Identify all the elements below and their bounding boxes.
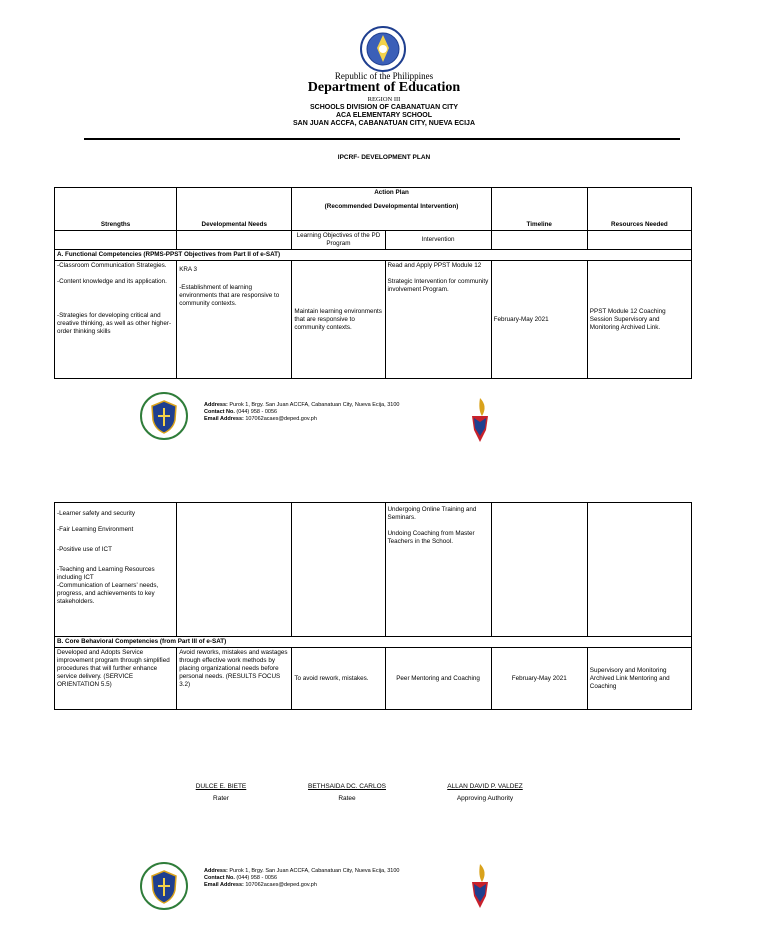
school-logo	[140, 862, 188, 910]
footer-contact-block	[204, 402, 399, 423]
deped-matatag-logo	[468, 862, 492, 910]
signatory-role: Approving Authority	[456, 795, 514, 802]
row1-resources: PPST Module 12 Coaching Session Supervisory and Monitoring Archived Link.	[587, 261, 691, 379]
email-value: 107062acaes@deped.gov.ph	[245, 416, 317, 422]
row1-objective: Maintain learning environments that are responsive to community contexts.	[292, 261, 385, 379]
strength-item: -Classroom Communication Strategies.	[57, 262, 167, 269]
strength-item: -Positive use of ICT	[57, 546, 112, 553]
header-division: SCHOOLS DIVISION OF CABANATUAN CITY	[309, 104, 459, 111]
strength-item: -Fair Learning Environment	[57, 526, 134, 533]
signatory-name: DULCE E. BIETE	[195, 783, 247, 790]
address-label: Address:	[204, 868, 228, 874]
deped-matatag-logo	[468, 396, 492, 444]
action-plan-subtitle: (Recommended Developmental Intervention)	[324, 203, 459, 210]
row1-cont-strengths	[55, 503, 177, 637]
strength-item: -Content knowledge and its application.	[57, 278, 167, 285]
intervention-item: Read and Apply PPST Module 12	[387, 262, 482, 269]
signatory-role: Ratee	[338, 795, 356, 802]
row2-resources: Supervisory and Monitoring Archived Link Mentoring and Coaching	[587, 648, 691, 710]
signature-rater	[176, 783, 266, 802]
section-a-heading: A. Functional Competencies (RPMS-PPST Objectives from Part II of e-SAT)	[55, 250, 692, 261]
row2-timeline: February-May 2021	[491, 648, 587, 710]
header-rule	[84, 138, 680, 140]
row2-strengths: Developed and Adopts Service improvement program through simplified procedures that will further enhance service delivery. (SERVICE ORIENTATION 5.5)	[55, 648, 177, 710]
contact-value: (044) 958 - 0056	[236, 875, 278, 881]
header-learning-objectives: Learning Objectives of the PD Program	[292, 231, 385, 250]
strength-item: -Strategies for developing critical and creative thinking, as well as other higher-order thinking skills	[57, 312, 172, 335]
row1-strengths	[55, 261, 177, 379]
row1-intervention	[385, 261, 491, 379]
school-logo	[140, 392, 188, 440]
intervention-item: Undergoing Online Training and Seminars.	[387, 506, 477, 521]
header-republic: Republic of the Philippines	[334, 71, 434, 81]
header-department: Department of Education	[307, 80, 461, 95]
section-b-heading: B. Core Behavioral Competencies (from Part III of e-SAT)	[55, 637, 692, 648]
strength-item: -Teaching and Learning Resources including ICT	[57, 566, 155, 581]
header-dev-needs: Developmental Needs	[177, 188, 292, 231]
header-intervention: Intervention	[385, 231, 491, 250]
email-label: Email Address:	[204, 416, 244, 422]
row2-objective: To avoid rework, mistakes.	[292, 648, 385, 710]
row1-dev-needs	[177, 261, 292, 379]
plan-title: IPCRF- DEVELOPMENT PLAN	[337, 154, 431, 161]
signatory-name: BETHSAIDA DC. CARLOS	[307, 783, 387, 790]
row2-dev-needs: Avoid reworks, mistakes and wastages through effective work methods by placing organizational needs before personal needs. (RESULTS FOCUS 3.2)	[177, 648, 292, 710]
contact-value: (044) 958 - 0056	[236, 409, 278, 415]
row1-cont-intervention	[385, 503, 491, 637]
development-plan-table-continued	[54, 502, 692, 710]
dev-need-item: -Establishment of learning environments that are responsive to community contexts.	[179, 284, 280, 307]
contact-label: Contact No.	[204, 875, 235, 881]
signature-ratee	[292, 783, 402, 802]
header-resources: Resources Needed	[587, 188, 691, 231]
header-school: ACA ELEMENTARY SCHOOL	[335, 112, 433, 119]
development-plan-table	[54, 187, 692, 379]
kra-label: KRA 3	[179, 266, 198, 273]
signature-approving	[430, 783, 540, 802]
header-strengths: Strengths	[55, 188, 177, 231]
signatory-role: Rater	[213, 795, 229, 802]
strength-item: -Communication of Learners' needs, progress, and achievements to key stakeholders.	[57, 582, 159, 605]
intervention-item: Strategic Intervention for community involvement Program.	[387, 278, 489, 293]
signatory-name: ALLAN DAVID P. VALDEZ	[447, 783, 523, 790]
contact-label: Contact No.	[204, 409, 235, 415]
strength-item: -Learner safety and security	[57, 510, 136, 517]
footer-contact-block	[204, 868, 399, 889]
action-plan-title: Action Plan	[374, 189, 409, 196]
row2-intervention: Peer Mentoring and Coaching	[385, 648, 491, 710]
row1-timeline: February-May 2021	[491, 261, 587, 379]
header-address: SAN JUAN ACCFA, CABANATUAN CITY, NUEVA ECIJA	[292, 120, 475, 127]
header-action-plan	[292, 188, 491, 231]
address-label: Address:	[204, 402, 228, 408]
header-region: REGION III	[367, 96, 401, 103]
email-label: Email Address:	[204, 882, 244, 888]
email-value: 107062acaes@deped.gov.ph	[245, 882, 317, 888]
address-value: Purok 1, Brgy. San Juan ACCFA, Cabanatuan City, Nueva Ecija, 3100	[229, 868, 400, 874]
address-value: Purok 1, Brgy. San Juan ACCFA, Cabanatuan City, Nueva Ecija, 3100	[229, 402, 400, 408]
header-timeline: Timeline	[491, 188, 587, 231]
deped-seal	[360, 26, 406, 72]
intervention-item: Undoing Coaching from Master Teachers in the School.	[387, 530, 475, 545]
